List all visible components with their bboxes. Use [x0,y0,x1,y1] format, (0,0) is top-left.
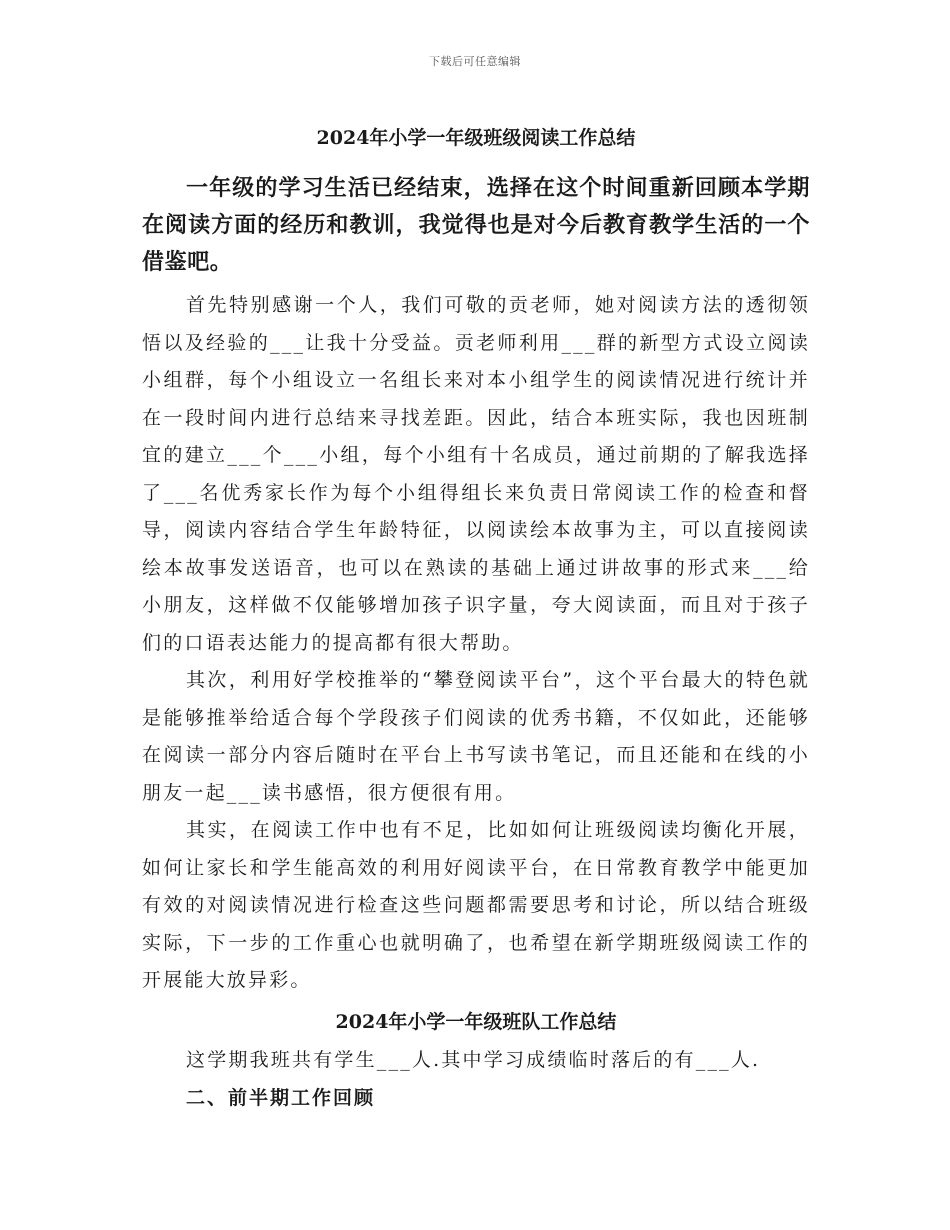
page-header-note: 下载后可任意编辑 [429,55,521,68]
class-count-line: 这学期我班共有学生___人.其中学习成绩临时落后的有___人. [186,1048,761,1071]
document-body [142,120,810,1116]
document-title: 2024年小学一年级班级阅读工作总结 [316,127,636,149]
section-heading: 二、前半期工作回顾 [186,1086,376,1109]
body-paragraph-3: 其实，在阅读工作中也有不足，比如如何让班级阅读均衡化开展，如何让家长和学生能高效的利用好阅读平台，在日常教育教学中能更加有效的对阅读情况进行检查这些问题都需要思考和讨论，所以结合班级实际，下一步的工作重心也就明确了，也希望在新学期班级阅读工作的开展能大放异彩。 [142,819,810,991]
lead-paragraph: 一年级的学习生活已经结束，选择在这个时间重新回顾本学期在阅读方面的经历和教训，我觉得也是对今后教育教学生活的一个借鉴吧。 [142,175,810,275]
body-paragraph-2: 其次，利用好学校推举的“攀登阅读平台”，这个平台最大的特色就是能够推举给适合每个学段孩子们阅读的优秀书籍，不仅如此，还能够在阅读一部分内容后随时在平台上书写读书笔记，而且还能和在线的小朋友一起___读书感悟，很方便很有用。 [142,669,810,804]
body-paragraph-1: 首先特别感谢一个人，我们可敬的贡老师，她对阅读方法的透彻领悟以及经验的___让我十分受益。贡老师利用___群的新型方式设立阅读小组群，每个小组设立一名组长来对本小组学生的阅读情况进行统计并在一段时间内进行总结来寻找差距。因此，结合本班实际，我也因班制宜的建立___个___小组，每个小组有十名成员，通过前期的了解我选择了___名优秀家长作为每个小组得组长来负责日常阅读工作的检查和督导，阅读内容结合学生年龄特征，以阅读绘本故事为主，可以直接阅读绘本故事发送语音，也可以在熟读的基础上通过讲故事的形式来___给小朋友，这样做不仅能够增加孩子识字量，夸大阅读面，而且对于孩子们的口语表达能力的提高都有很大帮助。 [142,294,810,654]
second-title: 2024年小学一年级班队工作总结 [335,1010,617,1033]
